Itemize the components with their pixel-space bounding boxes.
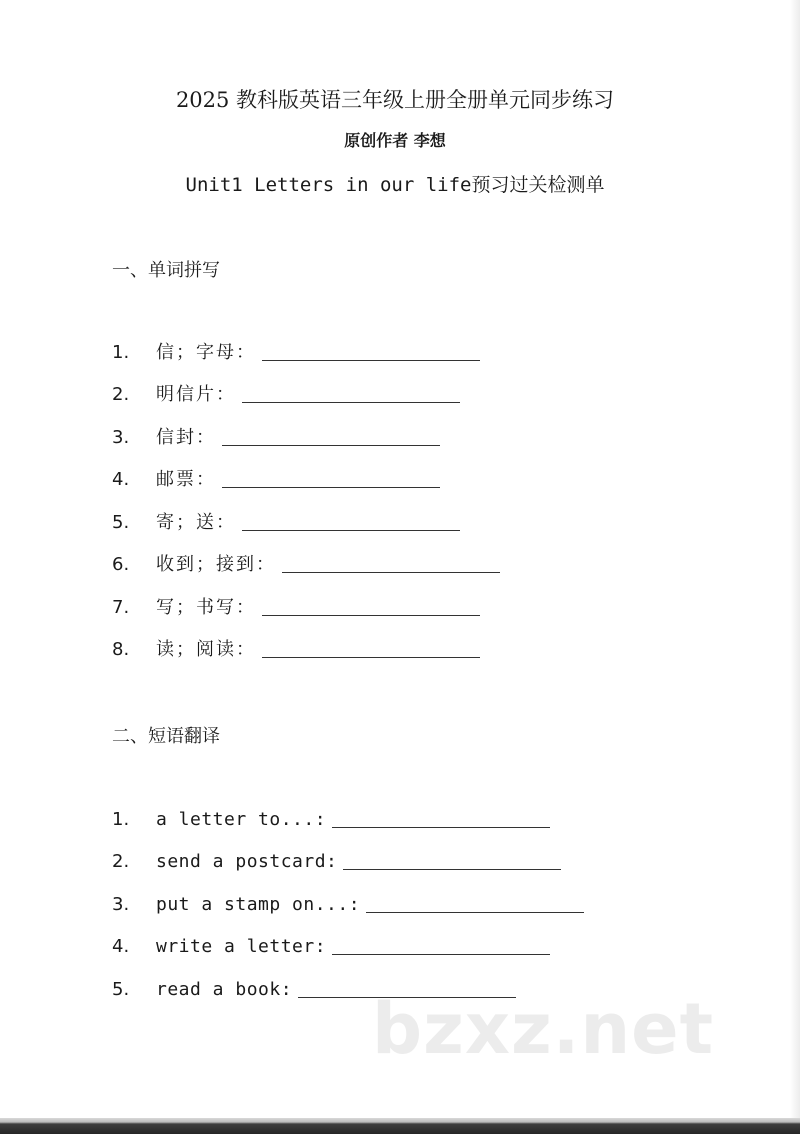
item-number: 4.	[112, 936, 130, 957]
page-right-edge	[790, 0, 800, 1118]
section-heading-phrases: 二、短语翻译	[112, 726, 220, 747]
answer-blank[interactable]	[262, 359, 480, 361]
viewer-bottom-edge	[0, 1118, 800, 1134]
spelling-item	[112, 467, 440, 493]
item-prompt: 明信片：	[156, 384, 236, 405]
document-title: 2025 教科版英语三年级上册全册单元同步练习	[175, 88, 615, 112]
answer-blank[interactable]	[343, 868, 561, 870]
spelling-item	[112, 637, 480, 663]
spelling-item	[112, 382, 460, 408]
item-number: 2.	[112, 851, 130, 872]
answer-blank[interactable]	[262, 656, 480, 658]
phrase-item	[112, 807, 550, 833]
item-number: 2.	[112, 384, 130, 405]
phrase-item	[112, 892, 584, 918]
answer-blank[interactable]	[242, 529, 460, 531]
item-prompt: 写；书写：	[156, 597, 256, 618]
item-prompt: 信封：	[156, 427, 216, 448]
item-prompt: 收到；接到：	[156, 554, 276, 575]
item-prompt: 邮票：	[156, 469, 216, 490]
answer-blank[interactable]	[222, 486, 440, 488]
answer-blank[interactable]	[332, 826, 550, 828]
item-number: 6.	[112, 554, 130, 575]
item-number: 4.	[112, 469, 130, 490]
item-number: 1.	[112, 809, 130, 830]
item-number: 3.	[112, 427, 130, 448]
answer-blank[interactable]	[242, 401, 460, 403]
item-number: 7.	[112, 597, 130, 618]
spelling-item	[112, 425, 440, 451]
item-prompt: write a letter:	[156, 936, 327, 957]
item-number: 8.	[112, 639, 130, 660]
answer-blank[interactable]	[332, 953, 550, 955]
author-line: 原创作者 李想	[344, 131, 446, 150]
answer-blank[interactable]	[222, 444, 440, 446]
answer-blank[interactable]	[282, 571, 500, 573]
item-prompt: put a stamp on...:	[156, 894, 361, 915]
phrase-item	[112, 849, 561, 875]
item-number: 1.	[112, 342, 130, 363]
item-prompt: send a postcard:	[156, 851, 338, 872]
watermark-logo: bzxz.net	[372, 988, 715, 1070]
phrase-item	[112, 934, 550, 960]
unit-title: Unit1 Letters in our life预习过关检测单	[185, 174, 605, 196]
item-number: 5.	[112, 979, 130, 1000]
item-number: 5.	[112, 512, 130, 533]
item-prompt: 信；字母：	[156, 342, 256, 363]
spelling-item	[112, 595, 480, 621]
answer-blank[interactable]	[366, 911, 584, 913]
item-prompt: 读；阅读：	[156, 639, 256, 660]
answer-blank[interactable]	[262, 614, 480, 616]
item-prompt: 寄；送：	[156, 512, 236, 533]
item-number: 3.	[112, 894, 130, 915]
item-prompt: a letter to...:	[156, 809, 327, 830]
item-prompt: read a book:	[156, 979, 293, 1000]
spelling-item	[112, 340, 480, 366]
section-heading-spelling: 一、单词拼写	[112, 260, 220, 281]
spelling-item	[112, 552, 500, 578]
spelling-item	[112, 510, 460, 536]
